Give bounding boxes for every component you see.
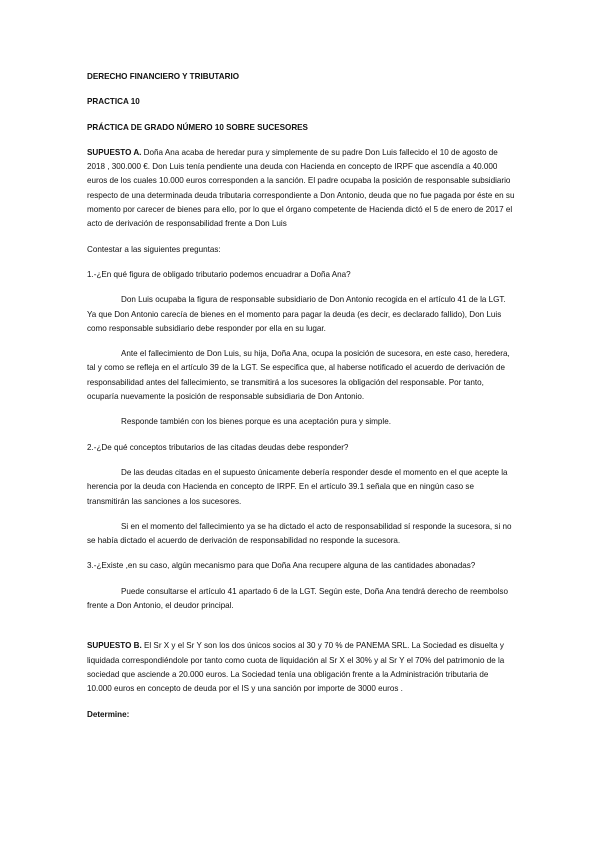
case-b-text: El Sr X y el Sr Y son los dos únicos socios al 30 y 70 % de PANEMA SRL. La Sociedad es disuelta y liquidada correspondiéndole por tanto como cuota de liquidación al Sr X el 30% y al Sr Y el 70% del patrimonio de la sociedad que asciende a 20.000 euros. La Sociedad tenía una obligación frente a la Administración tributaria de 10.000 euros en concepto de deuda por el IS y una sanción por importe de 3000 euros .: [87, 641, 505, 694]
question-3: 3.-¿Existe ,en su caso, algún mecanismo para que Doña Ana recupere alguna de las cantidades abonadas?: [87, 561, 476, 571]
document-body: [87, 70, 515, 733]
case-a-label: SUPUESTO A.: [87, 147, 142, 157]
question-2: 2.-¿De qué conceptos tributarios de las citadas deudas debe responder?: [87, 442, 349, 452]
determine-label: Determine:: [87, 709, 130, 719]
course-heading: DERECHO FINANCIERO Y TRIBUTARIO: [87, 72, 239, 81]
case-a-text: Doña Ana acaba de heredar pura y simplemente de su padre Don Luis fallecido el 10 de agosto de 2018 , 300.000 €. Don Luis tenía pendiente una deuda con Hacienda en concepto de IRPF que ascendía a 40.000 euros de los cuales 10.000 euros corresponden a la sanción. El padre ocupaba la posición de responsable subsidiario respecto de una determinada deuda tributaria correspondiente a Don Antonio, deuda que no fue pagada por éste en su momento por carecer de bienes para ello, por lo que el órgano competente de Hacienda dictó el 5 de enero de 2017 el acto de derivación de responsabilidad frente a Don Luis: [87, 147, 515, 229]
answer-3-paragraph-1: Puede consultarse el artículo 41 apartado 6 de la LGT. Según este, Doña Ana tendrá derecho de reembolso frente a Don Antonio, el deudor principal.: [87, 586, 508, 611]
answer-2-paragraph-2: Si en el momento del fallecimiento ya se ha dictado el acto de responsabilidad sí responde la sucesora, si no se había dictado el acuerdo de derivación de responsabilidad no responde la sucesora.: [87, 521, 512, 546]
question-1: 1.-¿En qué figura de obligado tributario podemos encuadrar a Doña Ana?: [87, 269, 351, 279]
case-b-statement: [87, 639, 515, 696]
case-a-statement: [87, 146, 515, 232]
answer-1-paragraph-3: Responde también con los bienes porque es una aceptación pura y simple.: [121, 417, 391, 427]
practice-title: PRÁCTICA DE GRADO NÚMERO 10 SOBRE SUCESORES: [87, 122, 308, 132]
answer-2-paragraph-1: De las deudas citadas en el supuesto únicamente debería responder desde el momento en el que acepte la herencia por la deuda con Hacienda en concepto de IRPF. En el artículo 39.1 señala que en ningún caso se transmitirán las sanciones a los sucesores.: [87, 467, 508, 506]
questions-intro: Contestar a las siguientes preguntas:: [87, 244, 221, 254]
practice-number: PRACTICA 10: [87, 97, 140, 107]
answer-1-paragraph-2: Ante el fallecimiento de Don Luis, su hija, Doña Ana, ocupa la posición de sucesora, en este caso, heredera, tal y como se refleja en el artículo 39 de la LGT. Se especifica que, al haberse notificado el acuerdo de derivación de responsabilidad antes del fallecimiento, se transmitirá a los sucesores la obligación del responsable. Por tanto, ocuparía nuevamente la posición de responsable subsidiaria de Don Antonio.: [87, 349, 510, 402]
case-b-label: SUPUESTO B.: [87, 641, 142, 651]
answer-1-paragraph-1: Don Luis ocupaba la figura de responsable subsidiario de Don Antonio recogida en el artículo 41 de la LGT. Ya que Don Antonio carecía de bienes en el momento para pagar la deuda (es decir, es declarado fallido), Don Luis como responsable subsidiario debe responder por ella en su lugar.: [87, 295, 506, 333]
